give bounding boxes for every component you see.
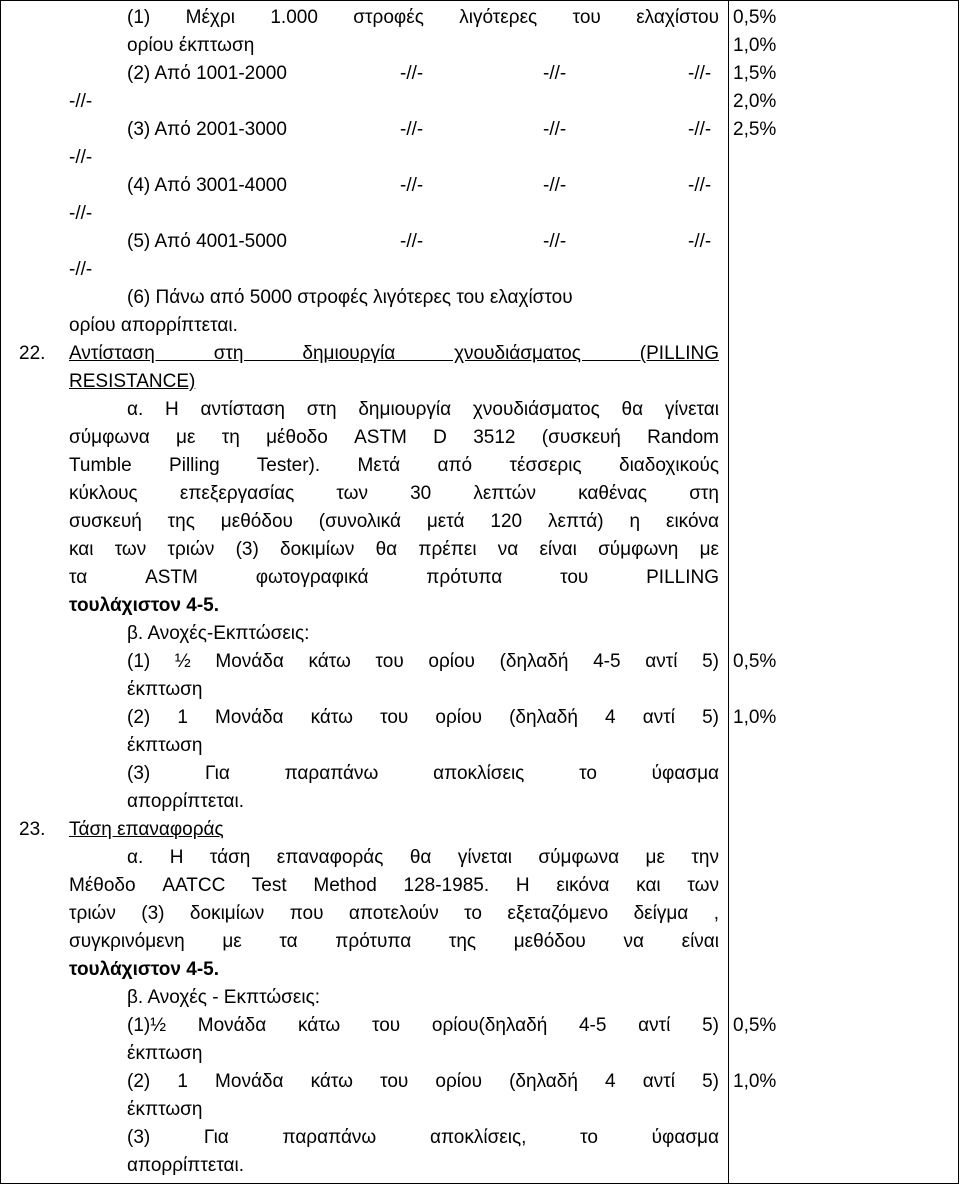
tol-line-6: (6) Πάνω από 5000 στροφές λιγότερες του ελαχίστου (127, 287, 573, 308)
section-title-cont: RESISTANCE) (69, 371, 196, 392)
tol-line: (1) ½ Μονάδα κάτω του ορίου (δηλαδή 4-5 αντί 5) (127, 651, 719, 672)
paragraph-line: κύκλους επεξεργασίας των 30 λεπτών καθένας στη (69, 483, 719, 504)
section-title: Αντίσταση στη δημιουργία χνουδιάσματος (PILLING (69, 343, 719, 364)
tol-line-cont: έκπτωση (127, 679, 203, 700)
tol-line: (2) 1 Μονάδα κάτω του ορίου (δηλαδή 4 αντί 5) (127, 1071, 719, 1092)
tol-line-1-cont: ορίου έκπτωση (127, 35, 255, 56)
tol-line-2: (2) Από 1001-2000 (127, 63, 287, 84)
paragraph-line-bold: τουλάχιστον 4-5. (69, 595, 219, 616)
percent-value: 0,5% (733, 1015, 777, 1036)
paragraph-line: τα ASTM φωτογραφικά πρότυπα του PILLING (69, 567, 719, 588)
paragraph-line: α. Η αντίσταση στη δημιουργία χνουδιάσματος θα γίνεται (127, 399, 719, 420)
percent-value: 1,0% (733, 1071, 777, 1092)
subheading: β. Ανοχές - Εκπτώσεις: (127, 987, 321, 1008)
tol-line-cont: απορρίπτεται. (127, 1155, 245, 1176)
ditto-mark: -//- (688, 175, 712, 196)
tol-line-3: (3) Από 2001-3000 (127, 119, 287, 140)
tol-line-1: (1) Μέχρι 1.000 στροφές λιγότερες του ελαχίστου (127, 7, 719, 28)
ditto-mark: -//- (69, 91, 93, 112)
section-number: 22. (19, 343, 46, 364)
tol-line: (2) 1 Μονάδα κάτω του ορίου (δηλαδή 4 αντί 5) (127, 707, 719, 728)
percent-value: 0,5% (733, 651, 777, 672)
paragraph-line: Tumble Pilling Tester). Μετά από τέσσερις διαδοχικούς (69, 455, 719, 476)
tol-line: (3) Για παραπάνω αποκλίσεις το ύφασμα (127, 763, 719, 784)
percent-value: 1,5% (733, 63, 777, 84)
paragraph-line-bold: τουλάχιστον 4-5. (69, 959, 219, 980)
tol-line-cont: έκπτωση (127, 735, 203, 756)
section-number: 23. (19, 819, 46, 840)
tol-line-cont: απορρίπτεται. (127, 791, 245, 812)
column-divider (728, 0, 729, 1184)
ditto-mark: -//- (400, 231, 424, 252)
section-title: Τάση επαναφοράς (69, 819, 224, 840)
ditto-mark: -//- (400, 63, 424, 84)
ditto-mark: -//- (688, 231, 712, 252)
subheading: β. Ανοχές-Εκπτώσεις: (127, 623, 310, 644)
ditto-mark: -//- (69, 259, 93, 280)
percent-value: 2,5% (733, 119, 777, 140)
tol-line-4: (4) Από 3001-4000 (127, 175, 287, 196)
paragraph-line: συσκευή της μεθόδου (συνολικά μετά 120 λεπτά) η εικόνα (69, 511, 719, 532)
paragraph-line: σύμφωνα με τη μέθοδο ASTM D 3512 (συσκευή Random (69, 427, 719, 448)
tol-line: (1)½ Μονάδα κάτω του ορίου(δηλαδή 4-5 αντί 5) (127, 1015, 719, 1036)
paragraph-line: Μέθοδο AATCC Test Method 128-1985. Η εικόνα και των (69, 875, 719, 896)
ditto-mark: -//- (543, 63, 567, 84)
tol-line-6-cont: ορίου απορρίπτεται. (69, 315, 238, 336)
ditto-mark: -//- (69, 203, 93, 224)
ditto-mark: -//- (400, 175, 424, 196)
tol-line: (3) Για παραπάνω αποκλίσεις, το ύφασμα (127, 1127, 719, 1148)
ditto-mark: -//- (688, 119, 712, 140)
percent-value: 0,5% (733, 7, 777, 28)
tol-line-cont: έκπτωση (127, 1043, 203, 1064)
percent-value: 2,0% (733, 91, 777, 112)
paragraph-line: συγκρινόμενη με τα πρότυπα της μεθόδου να είναι (69, 931, 719, 952)
ditto-mark: -//- (400, 119, 424, 140)
ditto-mark: -//- (543, 175, 567, 196)
percent-value: 1,0% (733, 707, 777, 728)
paragraph-line: και των τριών (3) δοκιμίων θα πρέπει να είναι σύμφωνη με (69, 539, 719, 560)
ditto-mark: -//- (543, 231, 567, 252)
tol-line-cont: έκπτωση (127, 1099, 203, 1120)
ditto-mark: -//- (543, 119, 567, 140)
paragraph-line: τριών (3) δοκιμίων που αποτελούν το εξεταζόμενο δείγμα , (69, 903, 719, 924)
ditto-mark: -//- (69, 147, 93, 168)
percent-value: 1,0% (733, 35, 777, 56)
tol-line-5: (5) Από 4001-5000 (127, 231, 287, 252)
ditto-mark: -//- (688, 63, 712, 84)
paragraph-line: α. Η τάση επαναφοράς θα γίνεται σύμφωνα με την (127, 847, 719, 868)
